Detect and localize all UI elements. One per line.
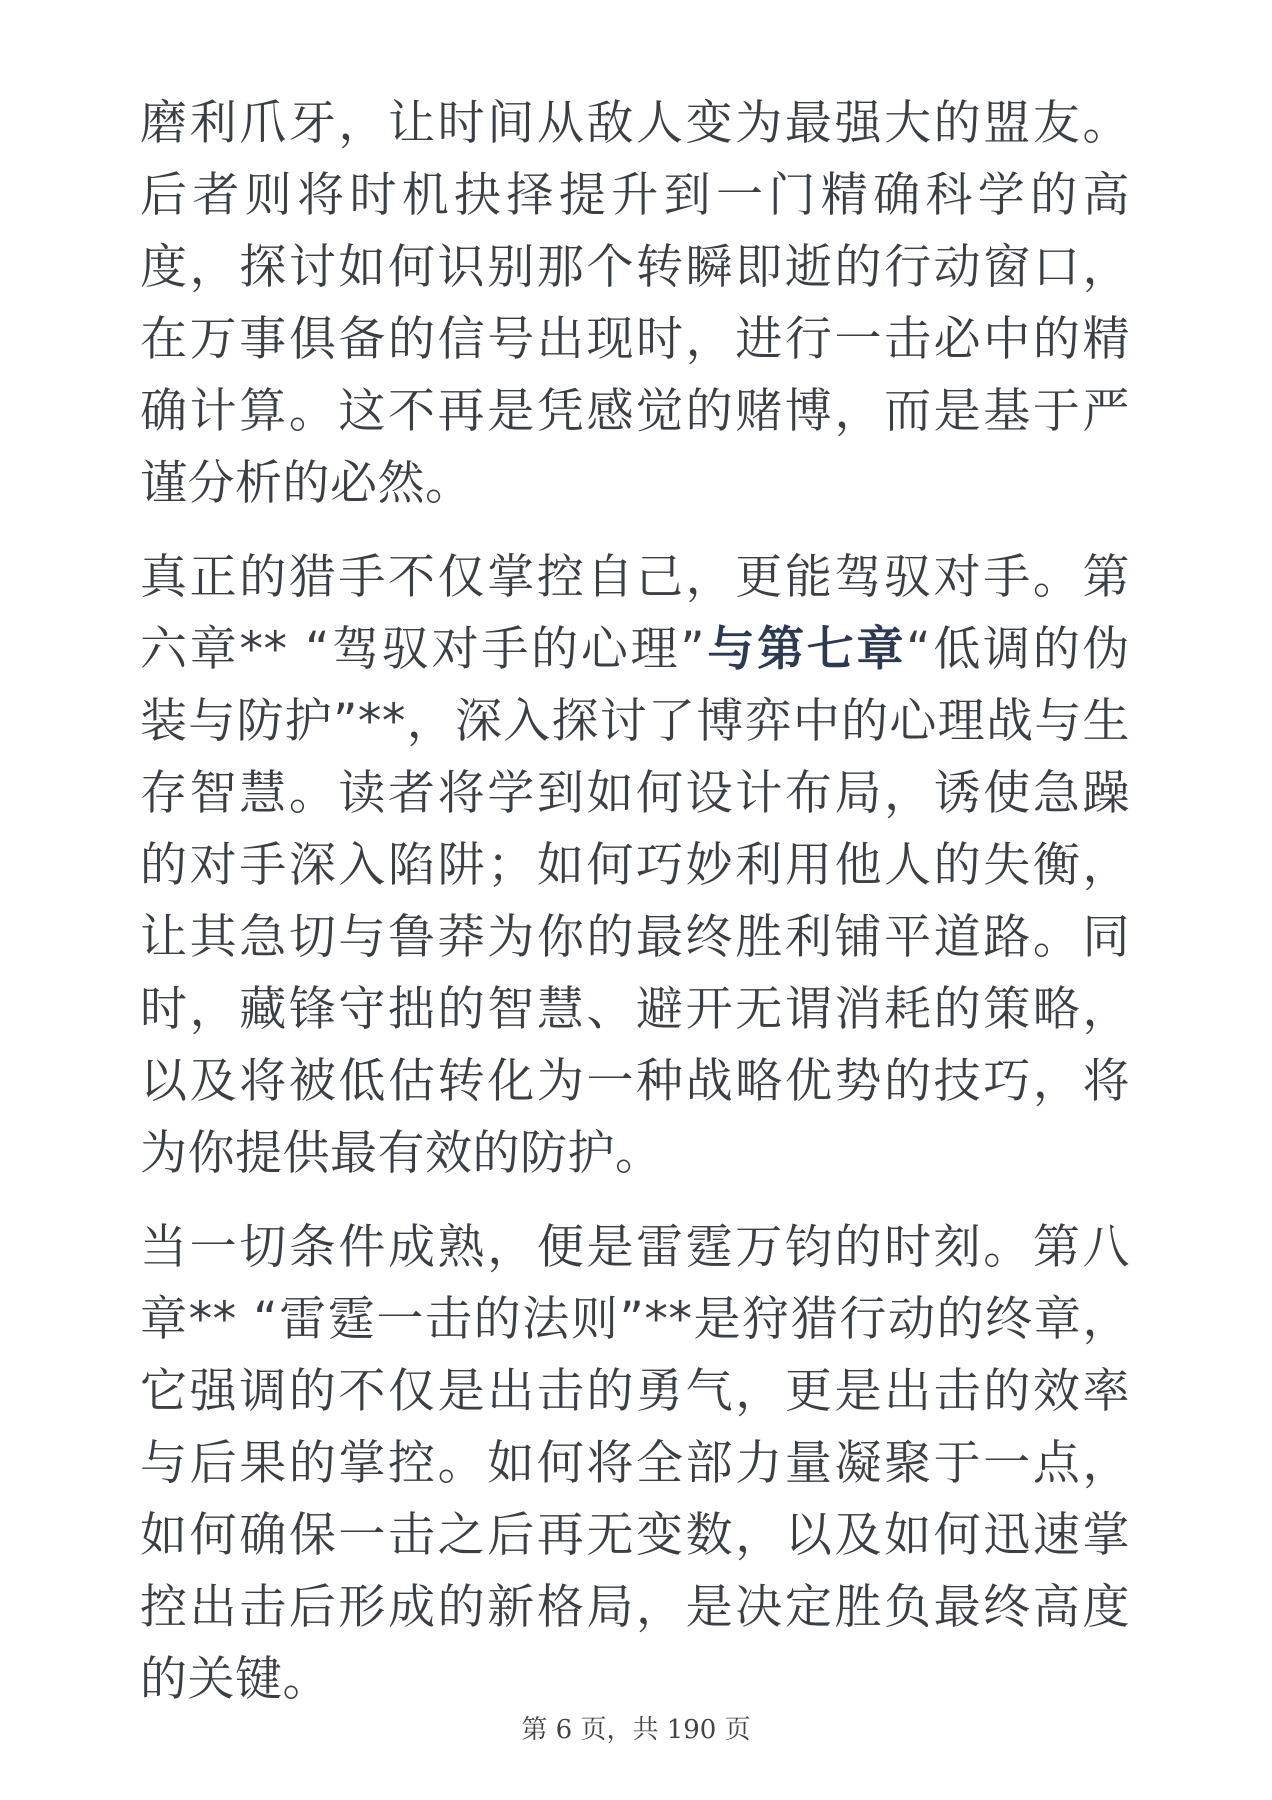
page-number-footer bbox=[0, 1710, 1272, 1750]
paragraph-2-text-start: 真正的猎手不仅掌控自己，更能驾驭对手。第六章** “驾驭对手的心理” bbox=[140, 550, 1130, 677]
document-body bbox=[140, 88, 1130, 1738]
paragraph-1-text: 磨利爪牙，让时间从敌人变为最强大的盟友。后者则将时机抉择提升到一门精确科学的高度，探讨如何识别那个转瞬即逝的行动窗口，在万事俱备的信号出现时，进行一击必中的精确计算。这不再是凭感觉的赌博，而是基于严谨分析的必然。 bbox=[140, 96, 1130, 511]
paragraph-3-text: 当一切条件成熟，便是雷霆万钧的时刻。第八章** “雷霆一击的法则”**是狩猎行动的终章，它强调的不仅是出击的勇气，更是出击的效率与后果的掌控。如何将全部力量凝聚于一点，如何确保一击之后再无变数，以及如何迅速掌控出击后形成的新格局，是决定胜负最终高度的关键。 bbox=[140, 1220, 1130, 1707]
paragraph-1 bbox=[140, 88, 1130, 520]
page-number-label: 第 6 页，共 190 页 bbox=[521, 1715, 751, 1745]
paragraph-2-bold-text: 与第七章 bbox=[705, 622, 907, 677]
paragraph-2 bbox=[140, 542, 1130, 1190]
paragraph-2-text-end: “低调的伪装与防护”**，深入探讨了博弈中的心理战与生存智慧。读者将学到如何设计布局，诱使急躁的对手深入陷阱；如何巧妙利用他人的失衡，让其急切与鲁莽为你的最终胜利铺平道路。同时，藏锋守拙的智慧、避开无谓消耗的策略，以及将被低估转化为一种战略优势的技巧，将为你提供最有效的防护。 bbox=[140, 622, 1130, 1181]
paragraph-3 bbox=[140, 1212, 1130, 1716]
